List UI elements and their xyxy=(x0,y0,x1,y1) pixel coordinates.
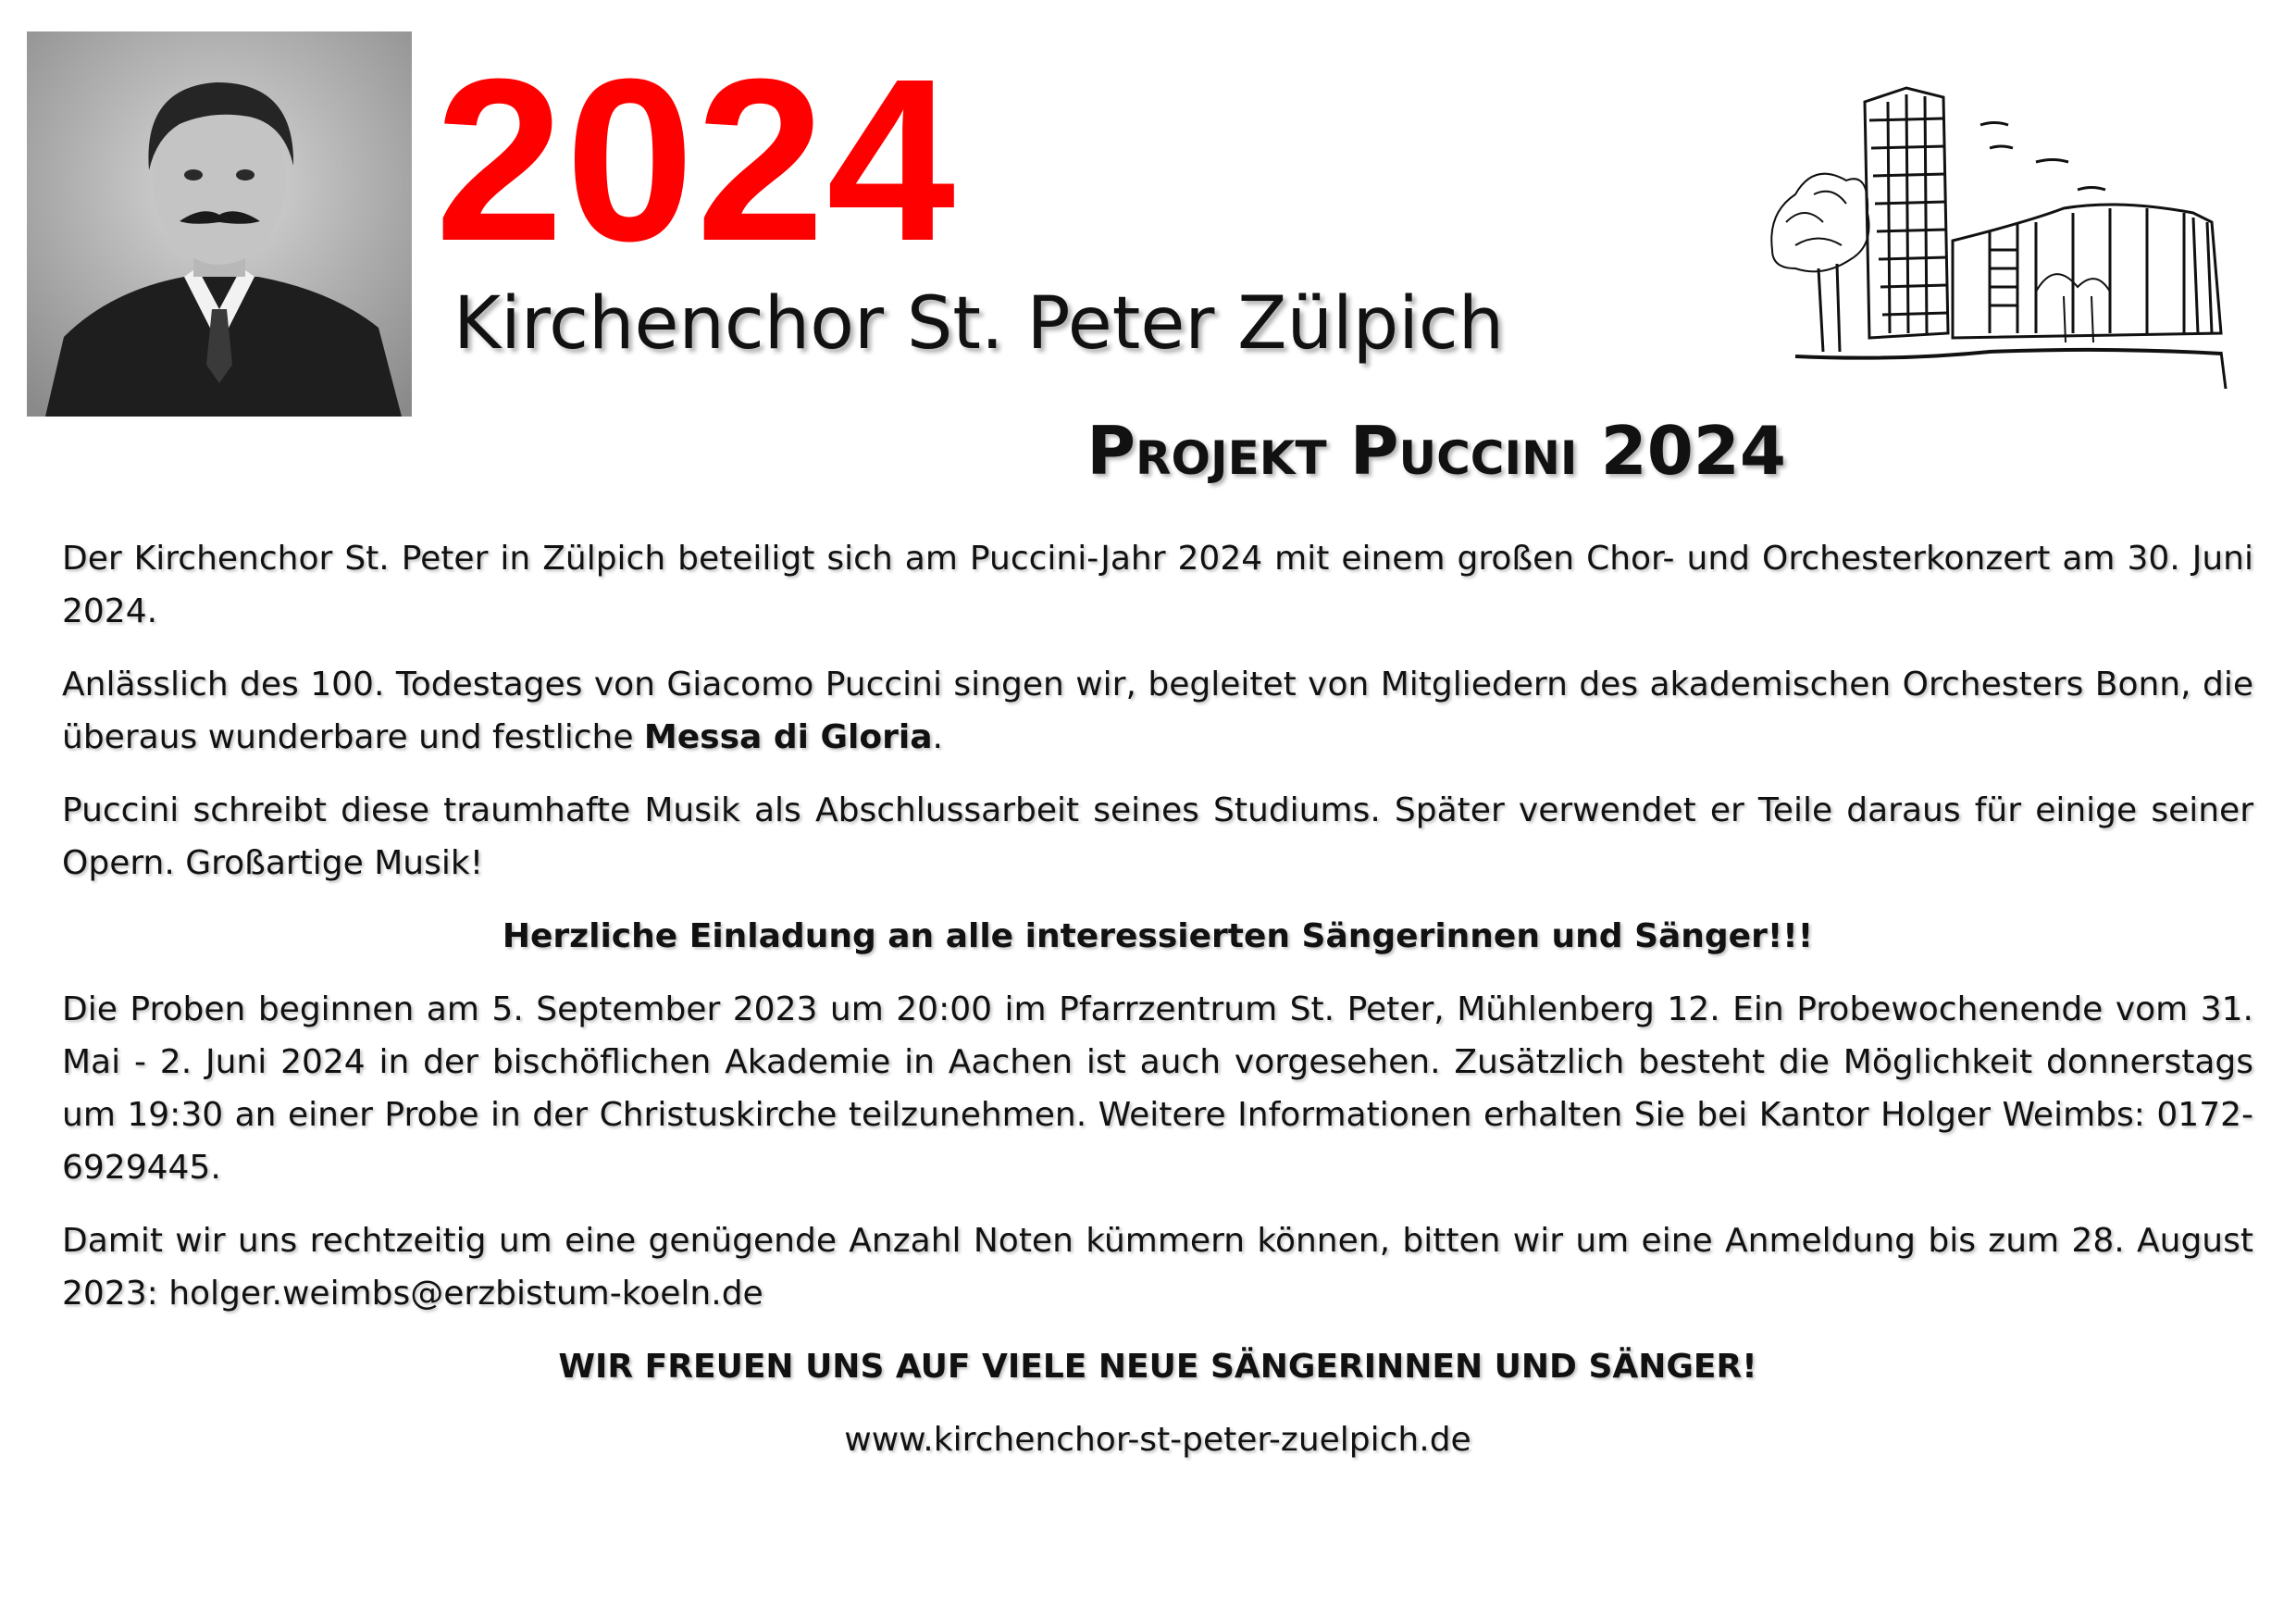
paragraph-music: Puccini schreibt diese traumhafte Musik als Abschlussarbeit seines Studiums. Später verwendet er Teile daraus für einige seiner Opern. Großartige Musik! xyxy=(62,791,2253,882)
composer-portrait xyxy=(27,31,412,417)
year-heading: 2024 xyxy=(435,31,958,289)
paragraph-messa xyxy=(62,658,2253,764)
paragraph-registration: Damit wir uns rechtzeitig um eine genügende Anzahl Noten kümmern können, bitten wir um eine Anmeldung bis zum 28. August 2023: holger.weimbs@erzbistum-koeln.de xyxy=(62,1222,2253,1313)
church-logo xyxy=(1758,83,2240,389)
composer-portrait-photo xyxy=(27,31,412,417)
church-building-sketch-icon xyxy=(1758,83,2240,389)
project-title: Projekt Puccini 2024 xyxy=(1086,412,1786,490)
messa-di-gloria: Messa di Gloria xyxy=(643,718,933,756)
paragraph-rehearsals: Die Proben beginnen am 5. September 2023 um 20:00 im Pfarrzentrum St. Peter, Mühlenberg 12. Ein Probewochenende vom 31. Mai - 2. Juni 2024 in der bischöflichen Akademie in Aachen ist auch vorgesehen. Zusätzlich besteht die Möglichkeit donnerstags um 19:30 an einer Probe in der Christuskirche teilzunehmen. Weitere Informationen erhalten Sie bei Kantor Holger Weimbs: 0172-6929445. xyxy=(62,990,2253,1187)
invitation-line: Herzliche Einladung an alle interessierten Sängerinnen und Sänger!!! xyxy=(502,917,1814,955)
paragraph-messa-end: . xyxy=(932,718,943,756)
paragraph-concert: Der Kirchenchor St. Peter in Zülpich beteiligt sich am Puccini-Jahr 2024 mit einem großen Chor- und Orchesterkonzert am 30. Juni 2024. xyxy=(62,540,2253,630)
choir-name: Kirchenchor St. Peter Zülpich xyxy=(453,282,1505,366)
announcement-body xyxy=(62,532,2253,1487)
closing-line: WIR FREUEN UNS AUF VIELE NEUE SÄNGERINNEN UND SÄNGER! xyxy=(558,1348,1757,1386)
website-link[interactable]: www.kirchenchor-st-peter-zuelpich.de xyxy=(844,1421,1471,1459)
paragraph-messa-text: Anlässlich des 100. Todestages von Giacomo Puccini singen wir, begleitet von Mitgliedern des akademischen Orchesters Bonn, die überaus wunderbare und festliche xyxy=(62,666,2253,756)
